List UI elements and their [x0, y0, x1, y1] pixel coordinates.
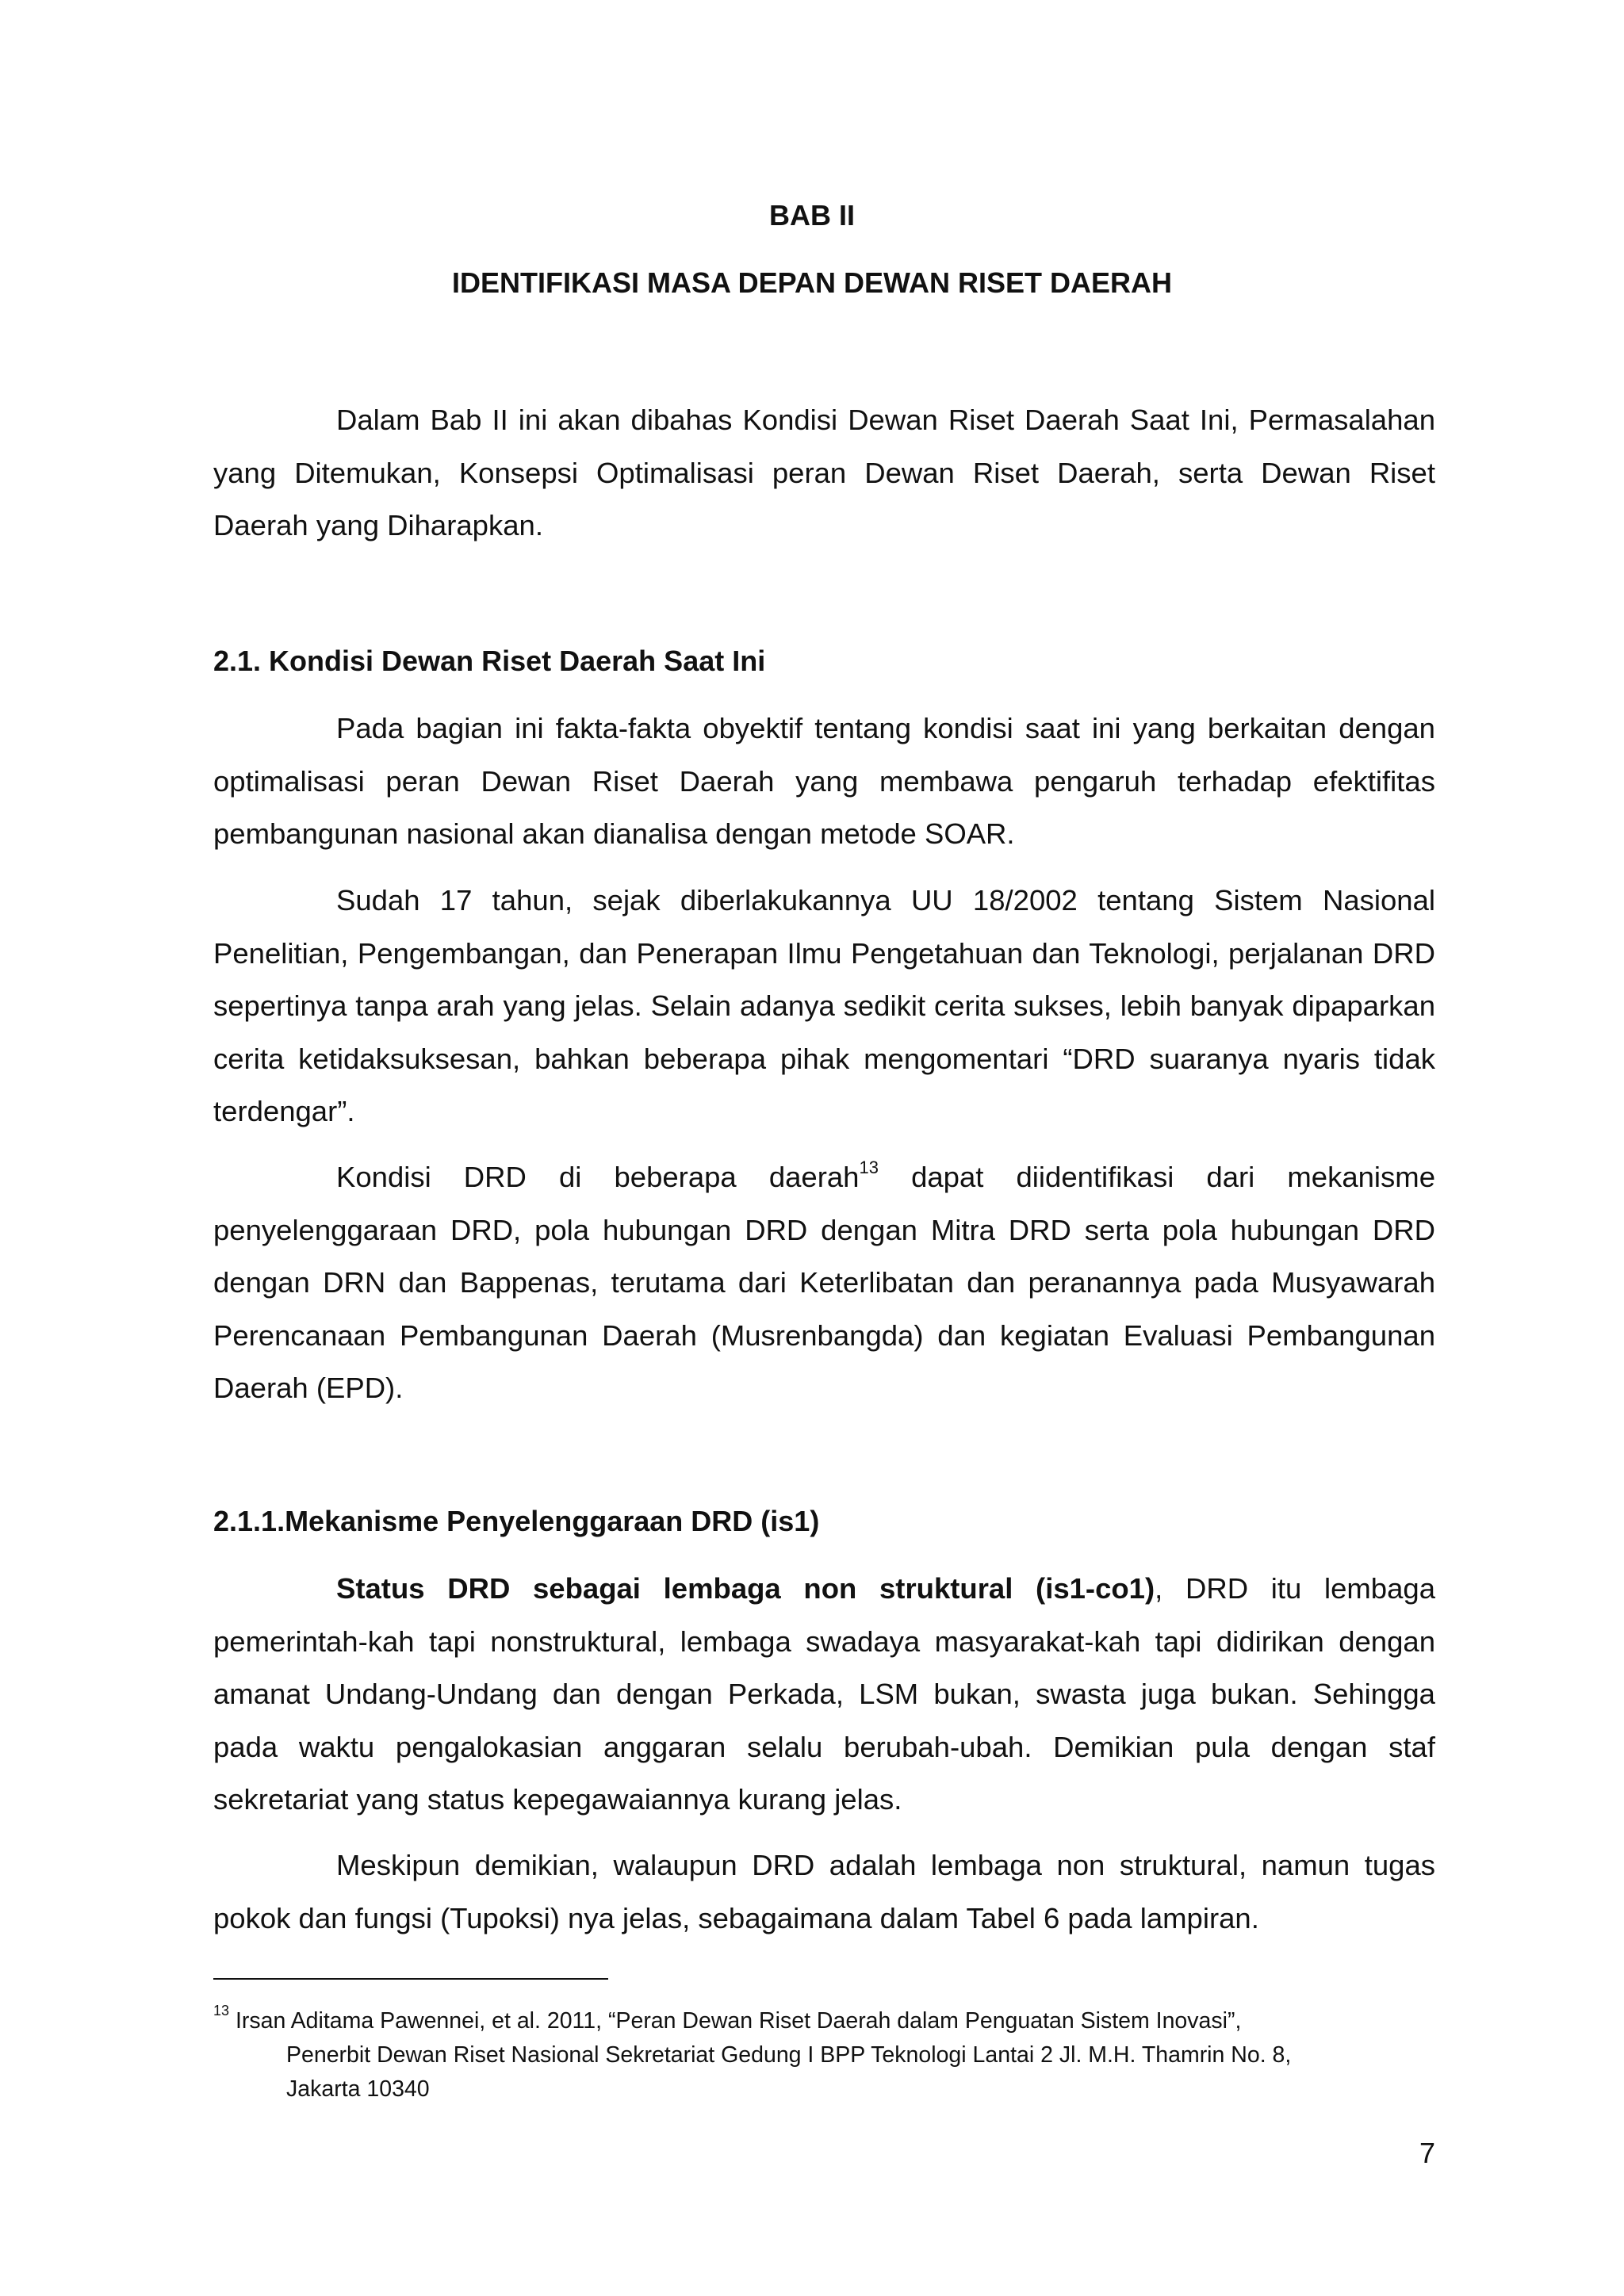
section-2-1-paragraph-2: Sudah 17 tahun, sejak diberlakukannya UU 18/2002 tentang Sistem Nasional Penelitian, Pengembangan, dan Penerapan Ilmu Pengetahuan dan Teknologi, perjalanan DRD sepertinya tanpa arah yang jelas. Selain adanya sedikit cerita sukses, lebih banyak dipaparkan cerita ketidaksuksesan, bahkan beberapa pihak mengomentari “DRD suaranya nyaris tidak terdengar”.: [213, 884, 1435, 1127]
bold-term: Status DRD sebagai lembaga non struktural (is1-co1): [336, 1572, 1155, 1605]
page-number: 7: [1419, 2137, 1435, 2169]
footnote-separator: [213, 1978, 608, 1980]
paragraph-text: dapat diidentifikasi dari mekanisme penyelenggaraan DRD, pola hubungan DRD dengan Mitra DRD serta pola hubungan DRD dengan DRN dan Bappenas, terutama dari Keterlibatan dan peranannya pada Musyawarah Perencanaan Pembangunan Daerah (Musrenbangda) dan kegiatan Evaluasi Pembangunan Daerah (EPD).: [213, 1161, 1435, 1404]
chapter-label: BAB II: [769, 199, 855, 232]
section-2-1-1-paragraph-1: [213, 1563, 1435, 1827]
section-2-1-1-paragraph-2: Meskipun demikian, walaupun DRD adalah lembaga non struktural, namun tugas pokok dan fungsi (Tupoksi) nya jelas, sebagaimana dalam Tabel 6 pada lampiran.: [213, 1849, 1435, 1934]
footnote-reference: 13: [859, 1157, 879, 1177]
section-2-1-paragraph-3: [213, 1151, 1435, 1415]
section-2-1-paragraph-1: Pada bagian ini fakta-fakta obyektif tentang kondisi saat ini yang berkaitan dengan optimalisasi peran Dewan Riset Daerah yang membawa pengaruh terhadap efektifitas pembangunan nasional akan dianalisa dengan metode SOAR.: [213, 712, 1435, 850]
footnote-marker: 13: [213, 2002, 230, 2019]
footnote-line: Penerbit Dewan Riset Nasional Sekretariat Gedung I BPP Teknologi Lantai 2 Jl. M.H. Thamrin No. 8,: [286, 2042, 1292, 2068]
footnote-line: Jakarta 10340: [286, 2076, 430, 2102]
chapter-title: IDENTIFIKASI MASA DEPAN DEWAN RISET DAERAH: [451, 266, 1173, 299]
paragraph-text: , DRD itu lembaga pemerintah-kah tapi nonstruktural, lembaga swadaya masyarakat-kah tapi didirikan dengan amanat Undang-Undang dan dengan Perkada, LSM bukan, swasta juga bukan. Sehingga pada waktu pengalokasian anggaran selalu berubah-ubah. Demikian pula dengan staf sekretariat yang status kepegawaiannya kurang jelas.: [213, 1572, 1435, 1816]
footnote-line: Irsan Aditama Pawennei, et al. 2011, “Peran Dewan Riset Daerah dalam Penguatan Sistem Inovasi”,: [229, 2008, 1242, 2034]
intro-paragraph: Dalam Bab II ini akan dibahas Kondisi Dewan Riset Daerah Saat Ini, Permasalahan yang Ditemukan, Konsepsi Optimalisasi peran Dewan Riset Daerah, serta Dewan Riset Daerah yang Diharapkan.: [213, 404, 1435, 541]
footnote: [213, 2004, 1435, 2107]
section-heading-2-1: 2.1. Kondisi Dewan Riset Daerah Saat Ini: [213, 645, 766, 677]
paragraph-text: Kondisi DRD di beberapa daerah: [336, 1161, 860, 1193]
section-heading-2-1-1: 2.1.1.Mekanisme Penyelenggaraan DRD (is1): [213, 1505, 820, 1537]
